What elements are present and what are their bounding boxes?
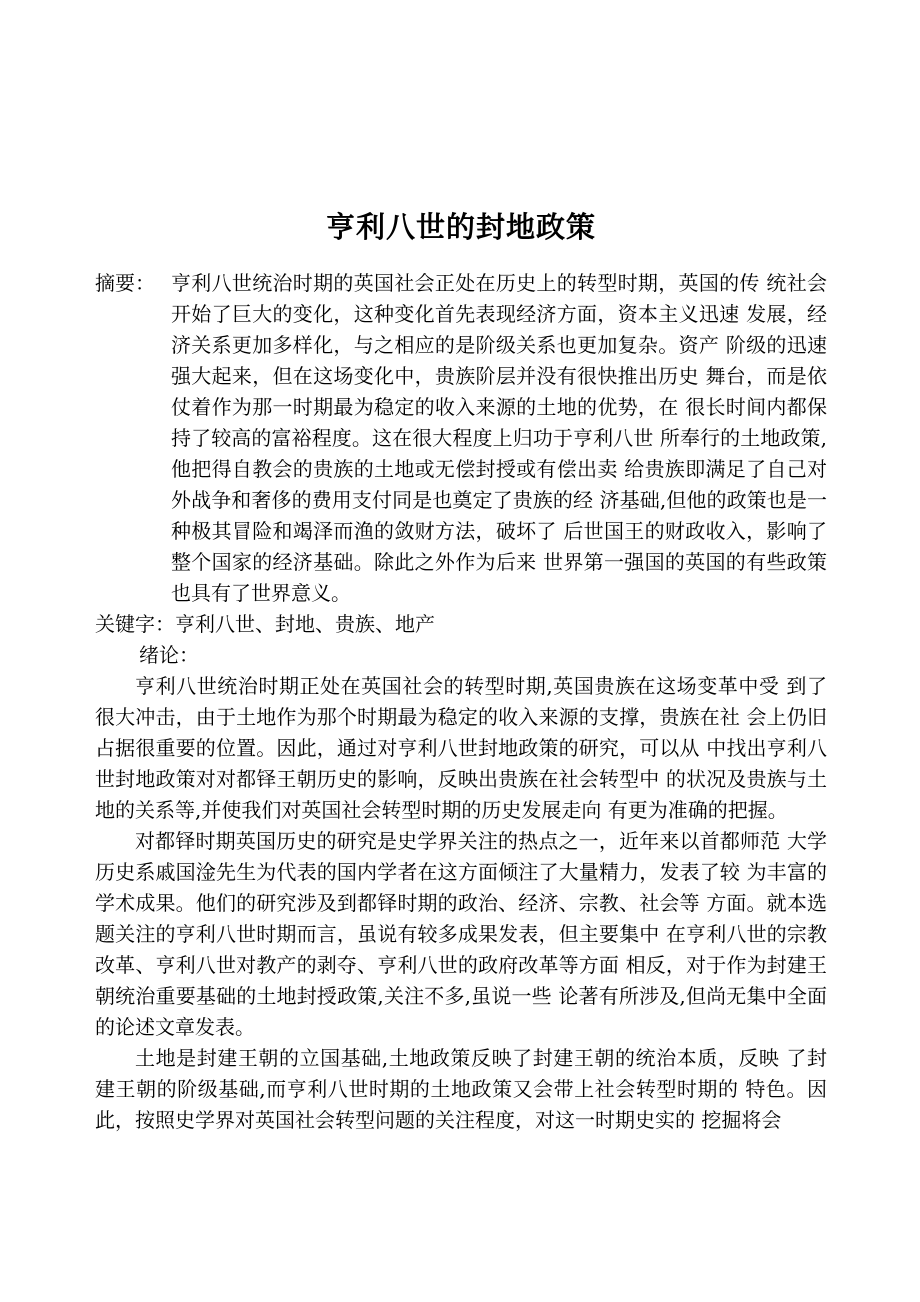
body-paragraph: 亨利八世统治时期正处在英国社会的转型时期,英国贵族在这场变革中受 到了很大冲击，由于土地作为那个时期最为稳定的收入来源的支撑，贵族在社 会上仍旧占据很重要的位置。因此，通过对亨利八世封地政策的研究，可以从 中找出亨利八世封地政策对对都铎王朝历史的影响，反映出贵族在社会转型中 的状况及贵族与土地的关系等,并使我们对英国社会转型时期的历史发展走向 有更为准确的把握。 (95, 674, 827, 822)
document-title: 亨利八世的封地政策 (325, 210, 596, 244)
keywords-line (95, 609, 827, 640)
abstract-text: 亨利八世统治时期的英国社会正处在历史上的转型时期，英国的传 统社会开始了巨大的变化，这种变化首先表现经济方面，资本主义迅速 发展，经济关系更加多样化，与之相应的是阶级关系也更加复杂。资产 阶级的迅速强大起来，但在这场变化中，贵族阶层并没有很快推出历史 舞台，而是依仗着作为那一时期最为稳定的收入来源的土地的优势，在 很长时间内都保持了较高的富裕程度。这在很大程度上归功于亨利八世 所奉行的土地政策,他把得自教会的贵族的土地或无偿封授或有偿出卖 给贵族即满足了自己对外战争和奢侈的费用支付同是也奠定了贵族的经 济基础,但他的政策也是一种极其冒险和竭泽而渔的敛财方法，破坏了 后世国王的财政收入，影响了整个国家的经济基础。除此之外作为后来 世界第一强国的英国的有些政策也具有了世界意义。 (171, 271, 827, 605)
intro-heading: 绪论： (139, 643, 199, 667)
body-paragraph: 对都铎时期英国历史的研究是史学界关注的热点之一，近年来以首都师范 大学历史系戚国淦先生为代表的国内学者在这方面倾注了大量精力，发表了较 为丰富的学术成果。他们的研究涉及到都铎时期的政治、经济、宗教、社会等 方面。就本选题关注的亨利八世时期而言，虽说有较多成果发表，但主要集中 在亨利八世的宗教改革、亨利八世对教产的剥夺、亨利八世的政府改革等方面 相反，对于作为封建王朝统治重要基础的土地封授政策,关注不多,虽说一些 论著有所涉及,但尚无集中全面的论述文章发表。 (95, 829, 827, 1039)
body-paragraph: 土地是封建王朝的立国基础,土地政策反映了封建王朝的统治本质，反映 了封建王朝的阶级基础,而亨利八世时期的土地政策又会带上社会转型时期的 特色。因此，按照史学界对英国社会转型问题的关注程度，对这一时期史实的 挖掘将会 (95, 1046, 827, 1132)
keywords-text: 亨利八世、封地、贵族、地产 (175, 612, 435, 636)
abstract-section (95, 268, 827, 609)
abstract-label: 摘要： (95, 271, 155, 295)
keywords-label: 关键字： (95, 612, 175, 636)
